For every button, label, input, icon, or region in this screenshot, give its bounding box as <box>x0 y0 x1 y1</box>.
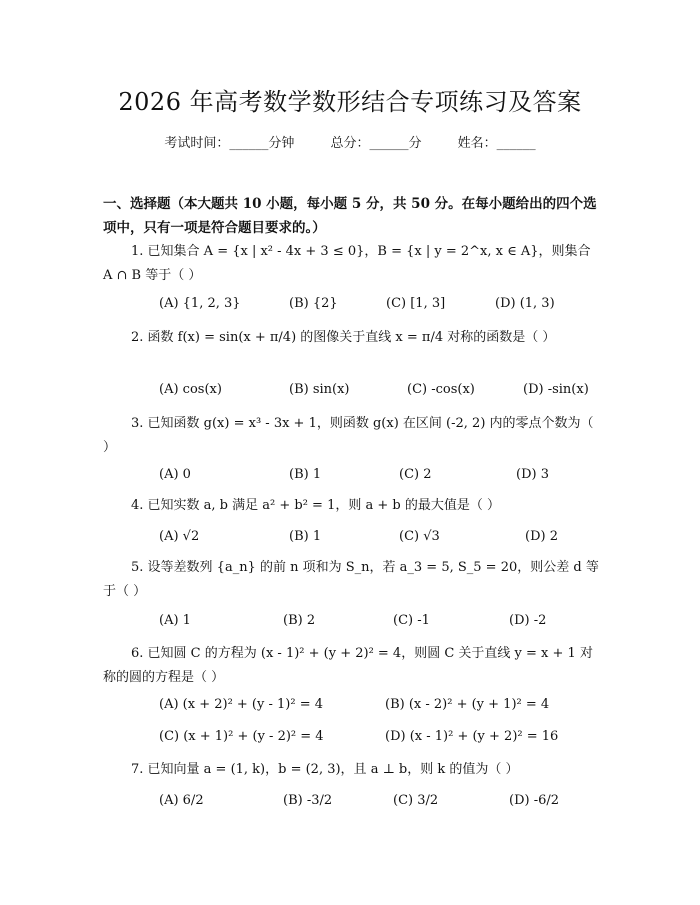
question-1-stem: 1. 已知集合 A = {x | x² - 4x + 3 ≤ 0}，B = {x | y = 2^x, x ∈ A}，则集合 A ∩ B 等于（ ） <box>103 244 591 283</box>
question-4-stem: 4. 已知实数 a, b 满足 a² + b² = 1，则 a + b 的最大值是（ ） <box>131 498 500 513</box>
option-a: (A) 1 <box>159 613 191 628</box>
option-a: (A) (x + 2)² + (y - 1)² = 4 <box>159 697 323 712</box>
option-d: (D) 3 <box>516 467 549 482</box>
section-heading: 一、选择题（本大题共 10 小题，每小题 5 分，共 50 分。在每小题给出的四个选项中，只有一项是符合题目要求的。） <box>103 196 597 236</box>
option-a: (A) √2 <box>159 529 200 544</box>
option-a: (A) 6/2 <box>159 793 204 808</box>
exam-time-field: 考试时间：______分钟 <box>164 136 295 151</box>
option-b: (B) {2} <box>289 296 338 311</box>
option-a: (A) 0 <box>159 467 191 482</box>
exam-info-line <box>0 132 700 151</box>
option-a: (A) cos(x) <box>159 382 222 397</box>
option-d: (D) -6/2 <box>509 793 560 808</box>
option-b: (B) -3/2 <box>283 793 333 808</box>
question-3-stem: 3. 已知函数 g(x) = x³ - 3x + 1，则函数 g(x) 在区间 (-2, 2) 内的零点个数为（ ） <box>103 416 594 455</box>
option-b: (B) sin(x) <box>289 382 350 397</box>
question-2-stem: 2. 函数 f(x) = sin(x + π/4) 的图像关于直线 x = π/4 对称的函数是（ ） <box>131 330 556 345</box>
option-b: (B) (x - 2)² + (y + 1)² = 4 <box>385 697 550 712</box>
exam-score-field: 总分：______分 <box>330 136 422 151</box>
option-a: (A) {1, 2, 3} <box>159 296 241 311</box>
exam-title: 2026 年高考数学数形结合专项练习及答案 <box>118 88 582 116</box>
option-b: (B) 2 <box>283 613 316 628</box>
question-6-stem: 6. 已知圆 C 的方程为 (x - 1)² + (y + 2)² = 4，则圆 C 关于直线 y = x + 1 对称的圆的方程是（ ） <box>103 646 593 685</box>
option-d: (D) -sin(x) <box>523 382 589 397</box>
question-5-stem: 5. 设等差数列 {a_n} 的前 n 项和为 S_n，若 a_3 = 5, S_5 = 20，则公差 d 等于（ ） <box>103 560 599 599</box>
option-c: (C) (x + 1)² + (y - 2)² = 4 <box>159 729 324 744</box>
option-c: (C) √3 <box>399 529 440 544</box>
option-d: (D) -2 <box>509 613 547 628</box>
option-c: (C) 2 <box>399 467 432 482</box>
exam-name-field: 姓名：______ <box>457 136 536 151</box>
option-d: (D) 2 <box>525 529 558 544</box>
question-7-stem: 7. 已知向量 a = (1, k)，b = (2, 3)，且 a ⊥ b，则 k 的值为（ ） <box>131 762 519 777</box>
option-c: (C) -1 <box>393 613 430 628</box>
option-c: (C) 3/2 <box>393 793 439 808</box>
option-d: (D) (1, 3) <box>495 296 555 311</box>
option-c: (C) [1, 3] <box>386 296 446 311</box>
option-b: (B) 1 <box>289 529 322 544</box>
option-b: (B) 1 <box>289 467 322 482</box>
option-d: (D) (x - 1)² + (y + 2)² = 16 <box>385 729 559 744</box>
option-c: (C) -cos(x) <box>407 382 475 397</box>
